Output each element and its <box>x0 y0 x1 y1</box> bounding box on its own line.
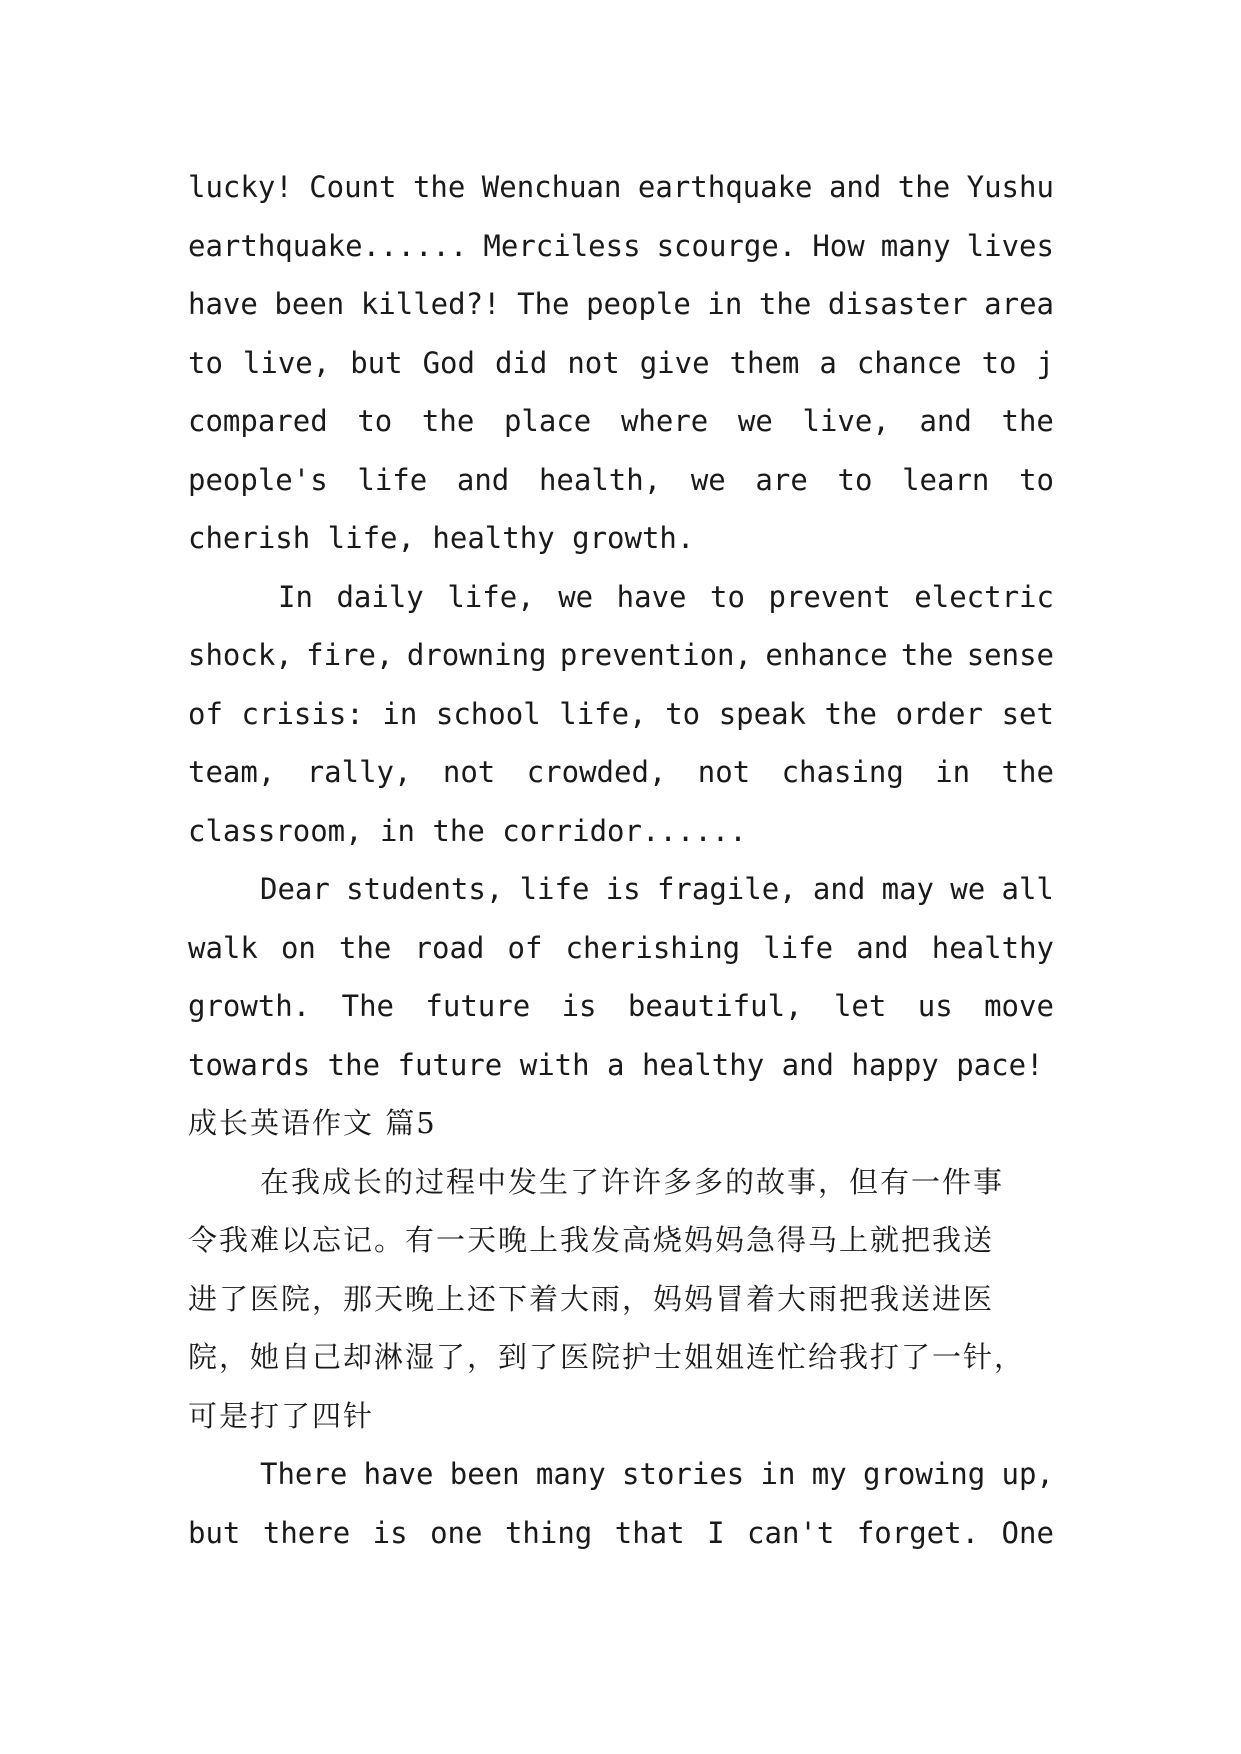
word: shock, <box>188 638 293 672</box>
word: and <box>812 872 866 906</box>
word: crisis: <box>241 696 364 731</box>
word: the <box>339 930 392 965</box>
word: we <box>950 872 986 906</box>
word: order <box>895 696 983 731</box>
paragraph-first-line <box>188 1445 1054 1504</box>
word: drowning <box>406 638 547 672</box>
word: been <box>274 287 345 321</box>
word: in <box>760 1457 796 1491</box>
word: have <box>363 1457 434 1491</box>
word: many <box>535 1457 606 1491</box>
word: Dear <box>260 872 330 906</box>
word: we <box>558 579 594 614</box>
word: we <box>690 462 726 497</box>
word: thing <box>504 1515 593 1550</box>
word: students, <box>346 872 504 906</box>
text-line: 令我难以忘记。有一天晚上我发高烧妈妈急得马上就把我送 <box>188 1223 995 1257</box>
word: in <box>382 696 418 731</box>
word: The <box>517 287 570 321</box>
text-line <box>188 217 1054 276</box>
word: Merciless <box>483 228 641 263</box>
word: Wenchuan <box>481 170 622 204</box>
word: I <box>707 1515 725 1550</box>
word: may <box>881 872 934 906</box>
word: place <box>503 404 592 438</box>
word: earthquake <box>637 170 813 204</box>
text-line: towards the future with a healthy and happy pace! <box>188 1047 1044 1082</box>
word: speak <box>718 696 807 731</box>
word: the <box>421 404 475 438</box>
word: is <box>605 872 641 906</box>
word: the <box>897 170 951 204</box>
word: The <box>341 989 395 1023</box>
word: not <box>567 345 620 380</box>
word: and <box>856 930 909 965</box>
word: team, <box>188 755 276 789</box>
word: the <box>412 170 466 204</box>
word: set <box>1001 696 1054 731</box>
word: live, <box>802 404 890 438</box>
word: How <box>812 228 865 263</box>
word: move <box>984 989 1054 1023</box>
word: and <box>828 170 882 204</box>
word: the <box>824 696 878 731</box>
text-line: cherish life, healthy growth. <box>188 521 695 555</box>
text-line <box>188 743 1054 802</box>
word: them <box>729 345 800 380</box>
word: not <box>442 755 496 789</box>
word: Yushu <box>966 170 1054 204</box>
word: prevent <box>768 579 891 614</box>
word: that <box>614 1515 685 1550</box>
word: chasing <box>781 755 904 789</box>
word: live, <box>242 345 331 380</box>
word: school <box>435 696 541 731</box>
word: disaster <box>827 287 968 321</box>
word: rally, <box>306 755 412 789</box>
word: healthy <box>931 930 1054 965</box>
text-line: classroom, in the corridor...... <box>188 813 747 848</box>
word: but <box>350 345 403 380</box>
word: stories <box>622 1457 745 1491</box>
word: growth. <box>188 989 311 1023</box>
paragraph-first-line <box>188 860 1054 919</box>
word: to <box>1019 462 1054 497</box>
word: walk <box>188 930 258 965</box>
word: people's <box>188 462 328 497</box>
word: have <box>188 287 258 321</box>
word: can't <box>747 1515 835 1550</box>
word: there <box>262 1515 351 1550</box>
word: life, <box>447 579 535 614</box>
word: of <box>188 696 223 731</box>
word: fire, <box>306 638 394 672</box>
word: but <box>188 1515 241 1550</box>
word: life <box>519 872 590 906</box>
text-line <box>188 158 1054 217</box>
word: one <box>430 1515 483 1550</box>
word: area <box>984 287 1054 321</box>
word: God <box>422 345 475 380</box>
word: prevention, <box>559 638 752 672</box>
word: the <box>1001 404 1054 438</box>
word: There <box>260 1457 348 1491</box>
word: compared <box>188 404 328 438</box>
text-line <box>188 1504 1054 1563</box>
word: killed?! <box>360 287 501 321</box>
word: people <box>586 287 691 321</box>
word: of <box>507 930 543 965</box>
paragraph-first-line: 在我成长的过程中发生了许许多多的故事，但有一件事 <box>260 1164 1005 1199</box>
word: to <box>837 462 873 497</box>
word: and <box>456 462 510 497</box>
word: up, <box>1001 1457 1054 1491</box>
word: to <box>357 404 393 438</box>
word: future <box>425 989 531 1023</box>
word: crowded, <box>526 755 667 789</box>
word: electric <box>914 579 1054 614</box>
word: chance <box>856 345 962 380</box>
word: forget. <box>856 1515 980 1550</box>
text-line <box>188 451 1054 510</box>
word: Count <box>309 170 397 204</box>
word: to <box>188 345 223 380</box>
word: a <box>819 345 837 380</box>
word: daily <box>336 579 424 614</box>
word: we <box>737 404 773 438</box>
word: earthquake...... <box>188 228 468 263</box>
word: in <box>935 755 971 789</box>
word: One <box>1001 1515 1054 1550</box>
word: are <box>755 462 808 497</box>
word: cherishing <box>565 930 741 965</box>
word: road <box>414 930 485 965</box>
document-body <box>188 158 1054 1562</box>
word: let <box>833 989 887 1023</box>
word: sense <box>966 638 1054 672</box>
word: many <box>880 228 951 263</box>
word: my <box>811 1457 847 1491</box>
paragraph-first-line <box>188 568 1054 627</box>
word: to <box>665 696 701 731</box>
word: did <box>494 345 548 380</box>
text-line <box>188 685 1054 744</box>
word: learn <box>902 462 990 497</box>
word: lucky! <box>188 170 293 204</box>
word: the <box>900 638 954 672</box>
word: the <box>758 287 812 321</box>
word: us <box>917 989 953 1023</box>
word: the <box>1001 755 1054 789</box>
word: is <box>372 1515 408 1550</box>
word: is <box>561 989 597 1023</box>
text-line <box>188 392 1054 451</box>
word: to <box>710 579 745 614</box>
text-line <box>188 919 1054 978</box>
text-line <box>188 626 1054 685</box>
word: in <box>707 287 743 321</box>
word: health, <box>538 462 662 497</box>
word: all <box>1001 872 1054 906</box>
word: not <box>697 755 751 789</box>
word: to <box>981 345 1017 380</box>
section-heading: 成长英语作文 篇5 <box>188 1106 437 1140</box>
word: where <box>620 404 709 438</box>
word: beautiful, <box>627 989 803 1023</box>
word: scourge. <box>656 228 797 263</box>
word: give <box>639 345 710 380</box>
word: fragile, <box>656 872 797 906</box>
word: have <box>616 579 687 614</box>
word: j <box>1036 345 1054 380</box>
text-line: 进了医院，那天晚上还下着大雨，妈妈冒着大雨把我送进医 <box>188 1281 995 1316</box>
word: enhance <box>765 638 888 672</box>
text-line <box>188 334 1054 393</box>
word: lives <box>966 228 1054 263</box>
word: life <box>763 930 834 965</box>
word: life, <box>559 696 647 731</box>
word: and <box>919 404 972 438</box>
word: growing <box>862 1457 986 1491</box>
text-line: 院，她自己却淋湿了，到了医院护士姐姐连忙给我打了一针， <box>188 1340 1026 1374</box>
word: been <box>449 1457 520 1491</box>
word: on <box>280 930 316 965</box>
text-line <box>188 275 1054 334</box>
word: In <box>278 579 313 614</box>
word: life <box>357 462 428 497</box>
text-line <box>188 977 1054 1036</box>
text-line: 可是打了四针 <box>188 1398 375 1433</box>
